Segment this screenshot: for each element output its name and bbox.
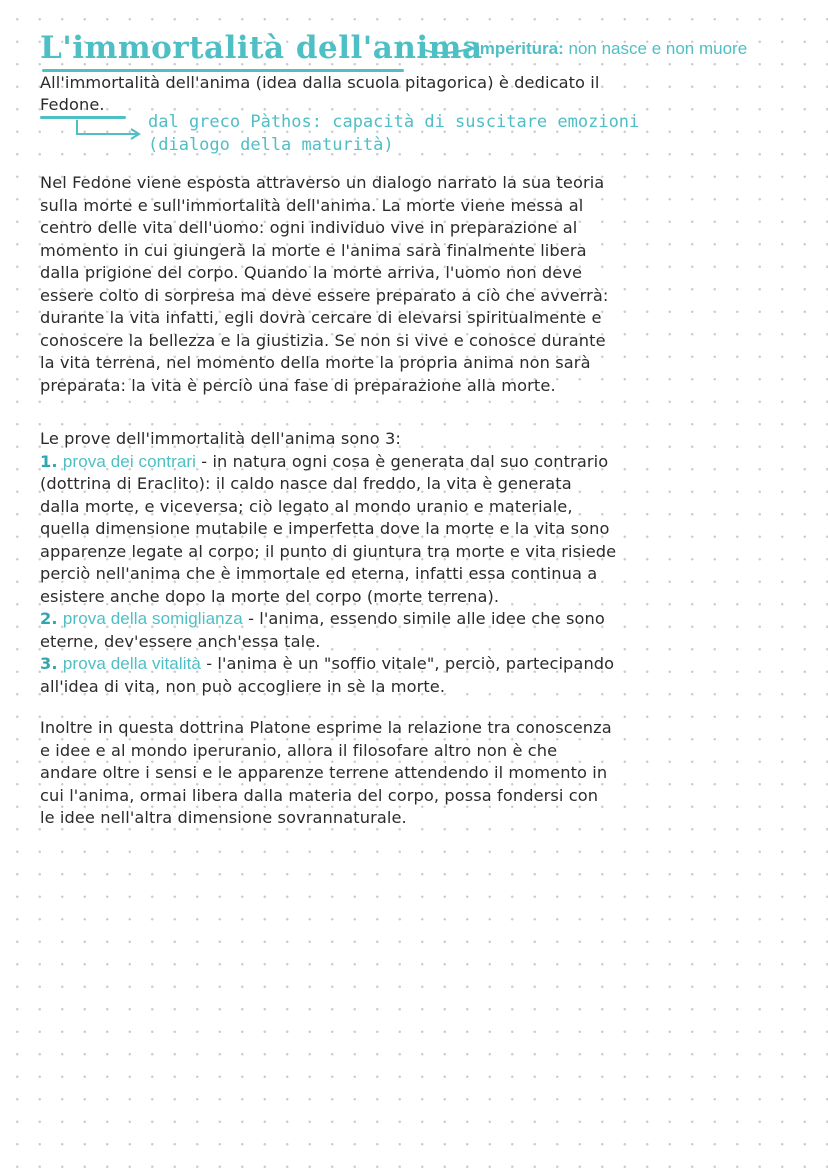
imperitura-text: non nasce e non muore [563,39,748,58]
text-line: le idee nell'altra dimensione sovrannaturale. [40,808,407,827]
imperitura-label: Imperitura: [475,39,564,58]
proof-3-number: 3. [40,654,58,673]
text-line: cui l'anima, ormai libera dalla materia del corpo, possa fondersi con [40,785,599,805]
paragraph-proofs [40,428,616,698]
fedone-note-line-2: (dialogo della maturità) [148,135,394,155]
text-line: momento in cui giungerà la morte e l'anima sarà finalmente libera [40,240,587,260]
fedone-note-line-1: dal greco Pàthos: capacità di suscitare emozioni [148,112,640,132]
proofs-heading: Le prove dell'immortalità dell'anima sono 3: [40,429,401,448]
proof-2-number: 2. [40,609,58,628]
text-line: essere colto di sorpresa ma deve essere preparato a ciò che avverrà: [40,285,609,305]
text-line: dalla prigione del corpo. Quando la morte arriva, l'uomo non deve [40,263,583,282]
fedone-arrow-icon [0,0,828,200]
proof-1-first-line [40,451,616,474]
text-line: centro delle vita dell'uomo: ogni individuo vive in preparazione al [40,218,578,237]
paragraph-conclusion [40,717,612,830]
proof-3-label: prova della vitalità [62,654,201,673]
proof-1-label: prova dei contrari [62,451,197,471]
text-line: all'idea di vita, non può accogliere in sè la morte. [40,676,446,696]
text-line: conoscere la bellezza e la giustizia. Se non si vive e conosce durante [40,330,606,350]
text-line: Nel Fedone viene esposta attraverso un dialogo narrato la sua teoria [40,173,605,192]
page-title: L'immortalità dell'anima [40,30,483,66]
fedone-note [148,111,639,157]
proof-3-first-line [40,653,616,676]
fedone-word: Fedone. [40,95,105,114]
text-line: eterne, dev'essere anch'essa tale. [40,631,321,651]
proof-2-text: - l'anima, essendo simile alle idee che sono [242,609,605,628]
proof-2-first-line [40,608,616,631]
proof-1-text: - in natura ogni cosa è generata dal suo contrario [196,451,609,471]
text-line: quella dimensione mutabile e imperfetta dove la morte e la vita sono [40,519,610,538]
text-line: la vita terrena, nel momento della morte la propria anima non sarà [40,353,591,372]
proof-2-label: prova della somiglianza [62,609,243,628]
text-line: apparenze legate al corpo; il punto di giuntura tra morte e vita risiede [40,541,617,561]
proof-1-number: 1. [40,451,58,471]
proof-3-text: - l'anima è un "soffio vitale", perciò, partecipando [200,654,615,673]
text-line: perciò nell'anima che è immortale ed eterna, infatti essa continua a [40,564,598,583]
intro-line: All'immortalità dell'anima (idea dalla scuola pitagorica) è dedicato il [40,73,600,92]
paragraph-fedone-theory [40,172,608,397]
text-line: esistere anche dopo la morte del corpo (morte terrena). [40,586,500,606]
text-line: e idee e al mondo iperuranio, allora il filosofare altro non è che [40,740,558,760]
text-line: durante la vita infatti, egli dovrà cercare di elevarsi spiritualmente e [40,308,602,327]
text-line: (dottrina di Eraclito): il caldo nasce dal freddo, la vita è generata [40,474,572,493]
text-line: dalla morte, e viceversa; ciò legato al mondo uranio e materiale, [40,496,573,516]
text-line: Inoltre in questa dottrina Platone esprime la relazione tra conoscenza [40,718,612,737]
text-line: preparata: la vita è perciò una fase di preparazione alla morte. [40,375,556,395]
text-line: andare oltre i sensi e le apparenze terrene attendendo il momento in [40,763,608,782]
text-line: sulla morte e sull'immortalità dell'anima. La morte viene messa al [40,195,584,215]
